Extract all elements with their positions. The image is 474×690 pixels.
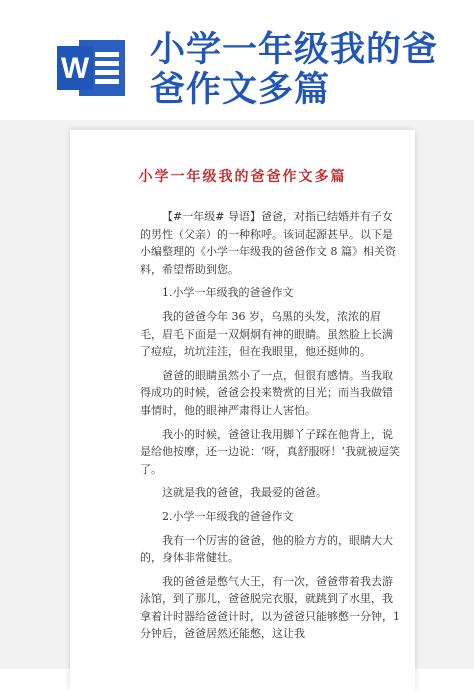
paragraph: 【#一年级# 导语】爸爸，对指已结婚并有子女的男性（父亲）的一种称呼。该词起源甚早。以下是小编整理的《小学一年级我的爸爸作文 8 篇》相关资料，希望帮助到您。 [140,210,396,276]
paragraph: 我小的时候，爸爸让我用脚丫子踩在他背上，说是给他按摩，还一边说：‘呀，真舒服呀！’我就被逗笑了。 [140,427,400,476]
header-title [150,30,460,110]
paragraph: 我的爸爸是憋气大王，有一次，爸爸带着我去游泳馆，到了那儿，爸爸脱完衣服，就跳到了水里，我拿着计时器给爸爸计时，以为爸爸只能够憋一分钟，1 分钟后，爸爸居然还能憋，这让我 [140,574,400,641]
header [0,0,474,120]
header-title-line1: 小学一年级我的爸 [150,30,439,70]
paragraph: 我有一个厉害的爸爸，他的脸方方的，眼睛大大的，身体非常健壮。 [140,533,393,565]
paragraph: 这就是我的爸爸，我最爱的爸爸。 [162,486,327,500]
section-heading: 1.小学一年级我的爸爸作文 [162,286,294,300]
paragraph: 我的爸爸今年 36 岁，乌黑的头发，浓浓的眉毛，眉毛下面是一双炯炯有神的眼睛。虽然脸上长满了痘痘，坑坑洼洼，但在我眼里，他还挺帅的。 [140,309,393,359]
document-title: 小学一年级我的爸爸作文多篇 [138,169,347,185]
document-body [140,208,400,649]
header-title-line2: 爸作文多篇 [150,70,331,110]
word-icon [57,38,127,98]
paragraph: 爸爸的眼睛虽然小了一点，但很有感情。当我取得成功的时候，爸爸会投来赞赏的目光；而当我做错事情时，他的眼神严肃得让人害怕。 [140,368,393,417]
svg-text:W: W [60,52,90,85]
section-heading: 2.小学一年级我的爸爸作文 [162,509,294,523]
